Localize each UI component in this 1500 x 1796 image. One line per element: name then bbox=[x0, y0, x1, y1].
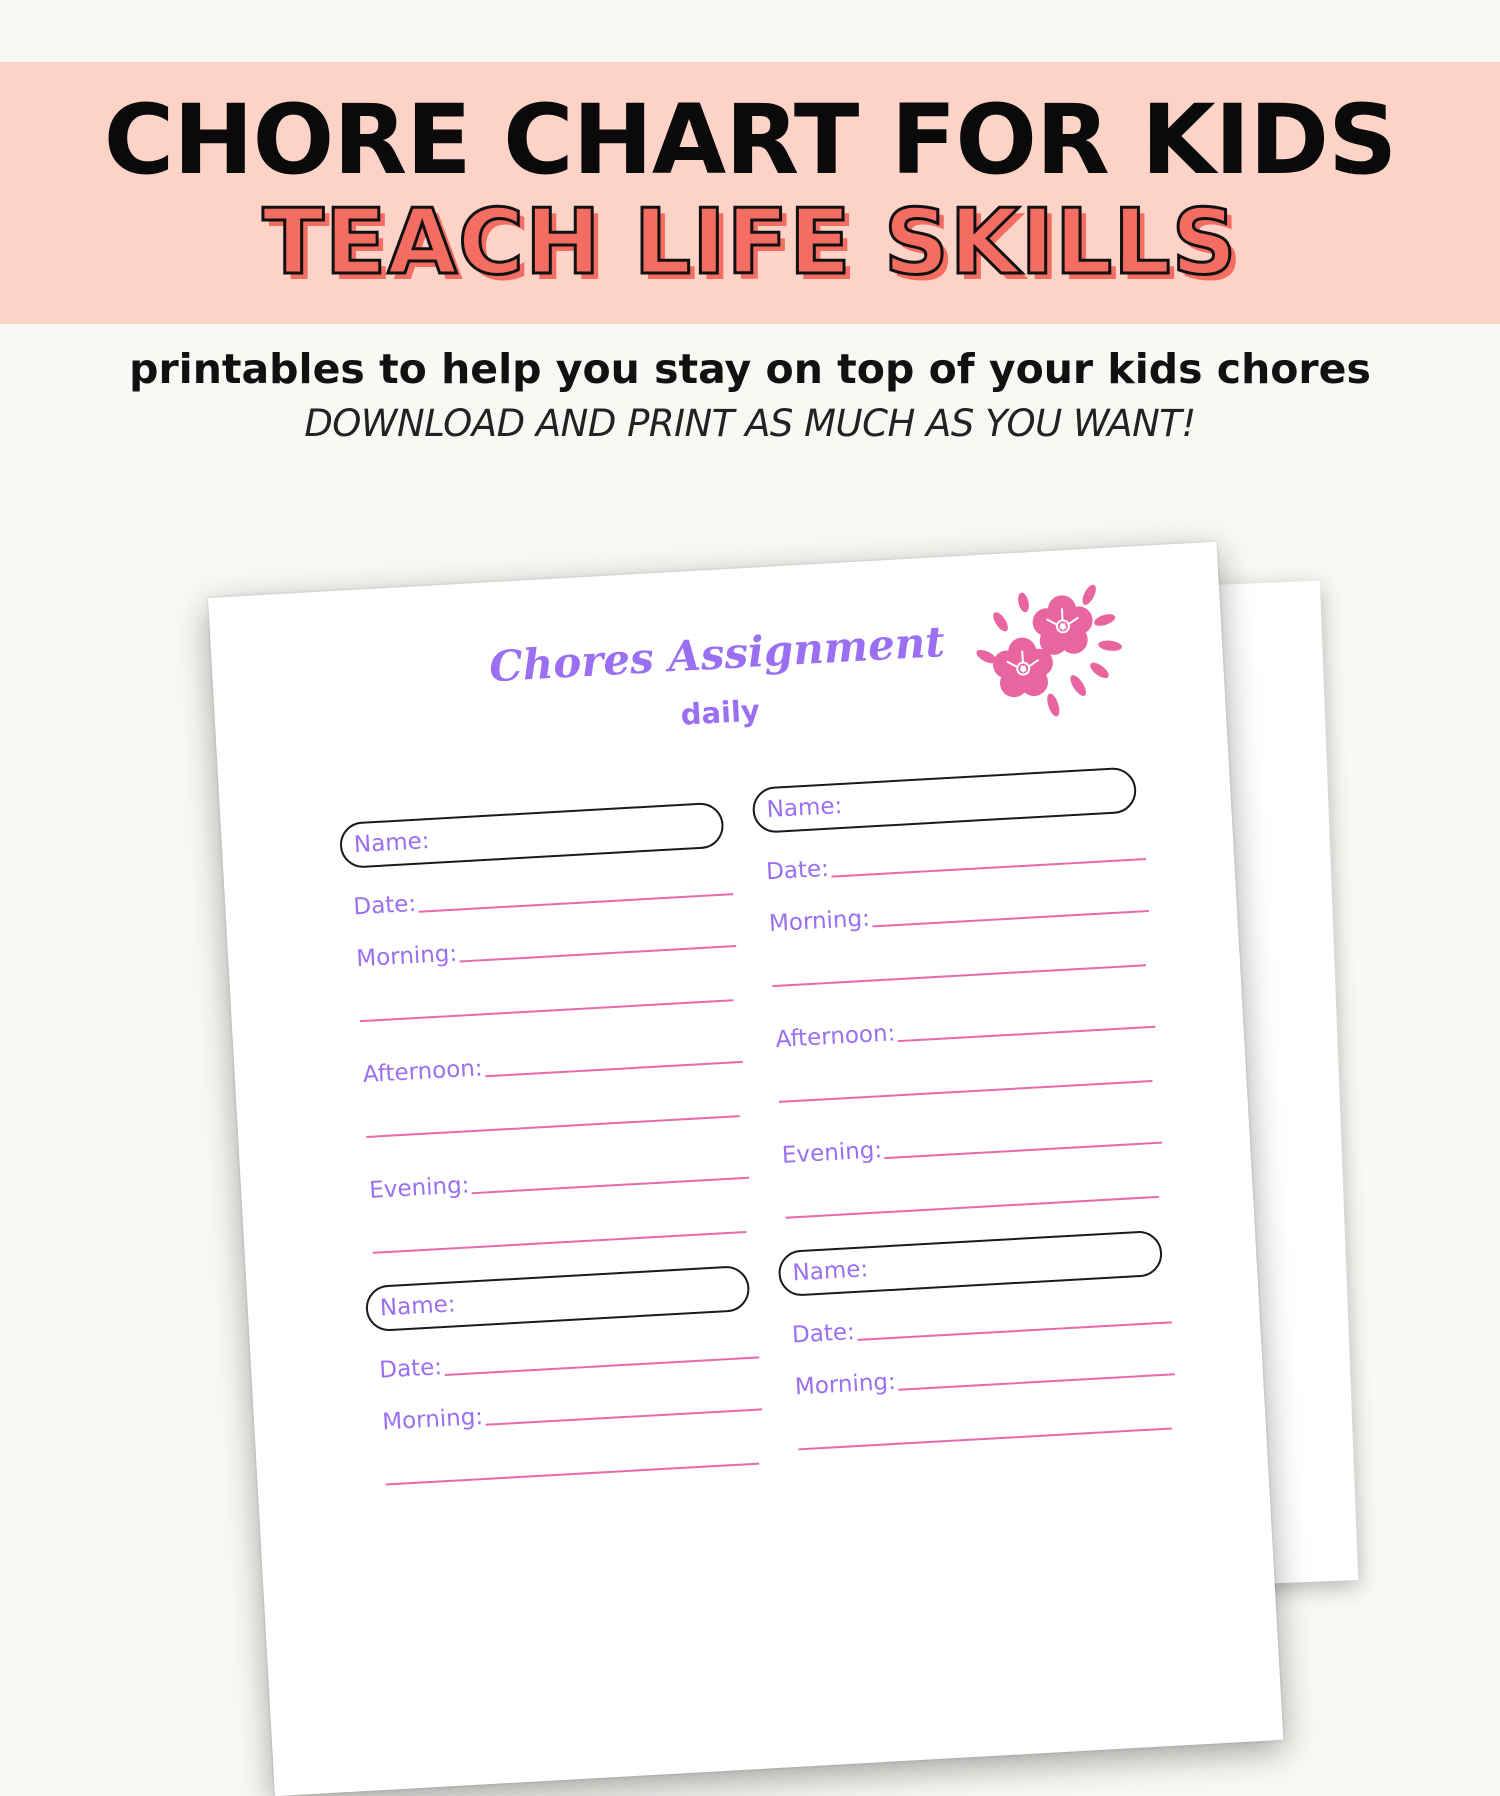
name-label: Name: bbox=[353, 828, 431, 859]
afternoon-line bbox=[898, 1026, 1156, 1042]
afternoon-extra-line[interactable] bbox=[366, 1115, 740, 1138]
morning-label: Morning: bbox=[768, 905, 871, 938]
headline-primary: CHORE CHART FOR KIDS bbox=[103, 84, 1397, 196]
headline-secondary: TEACH LIFE SKILLS bbox=[262, 190, 1238, 295]
morning-line bbox=[460, 945, 737, 962]
name-field[interactable] bbox=[365, 1265, 751, 1332]
afternoon-field[interactable] bbox=[765, 1002, 1156, 1054]
date-label: Date: bbox=[765, 855, 830, 886]
afternoon-field[interactable] bbox=[352, 1037, 743, 1089]
evening-line bbox=[472, 1177, 749, 1195]
morning-field[interactable] bbox=[758, 886, 1149, 938]
name-field[interactable] bbox=[777, 1230, 1163, 1297]
evening-label: Evening: bbox=[368, 1172, 471, 1204]
sheet-title: Chores Assignment bbox=[487, 616, 946, 692]
date-label: Date: bbox=[378, 1354, 443, 1384]
evening-label: Evening: bbox=[781, 1137, 883, 1169]
afternoon-label: Afternoon: bbox=[774, 1020, 896, 1053]
morning-label: Morning: bbox=[794, 1368, 897, 1401]
morning-field[interactable] bbox=[371, 1384, 762, 1436]
morning-field[interactable] bbox=[784, 1349, 1175, 1401]
afternoon-label: Afternoon: bbox=[362, 1055, 484, 1089]
afternoon-line bbox=[485, 1061, 743, 1077]
morning-label: Morning: bbox=[381, 1403, 484, 1436]
sheet-subtitle: daily bbox=[679, 693, 761, 732]
date-label: Date: bbox=[791, 1319, 856, 1349]
morning-line bbox=[872, 910, 1149, 927]
morning-line bbox=[898, 1373, 1175, 1390]
date-label: Date: bbox=[352, 890, 417, 921]
name-label: Name: bbox=[379, 1291, 457, 1322]
subtitle: printables to help you stay on top of your kids chores bbox=[129, 345, 1371, 393]
date-line bbox=[831, 858, 1146, 878]
chore-card-1 bbox=[339, 801, 753, 1254]
evening-extra-line[interactable] bbox=[785, 1196, 1159, 1219]
name-field[interactable] bbox=[339, 802, 725, 869]
morning-field[interactable] bbox=[345, 921, 736, 973]
morning-label: Morning: bbox=[355, 940, 458, 973]
evening-extra-line[interactable] bbox=[373, 1231, 747, 1254]
date-line bbox=[444, 1356, 759, 1376]
printable-sheet bbox=[208, 542, 1283, 1796]
morning-extra-line[interactable] bbox=[772, 964, 1146, 987]
name-label: Name: bbox=[791, 1256, 869, 1287]
date-line bbox=[857, 1321, 1172, 1341]
afternoon-extra-line[interactable] bbox=[779, 1080, 1153, 1103]
name-field[interactable] bbox=[751, 767, 1137, 834]
evening-field[interactable] bbox=[771, 1118, 1162, 1170]
chore-card-4 bbox=[777, 1229, 1178, 1450]
evening-line bbox=[884, 1142, 1161, 1160]
morning-extra-line[interactable] bbox=[386, 1463, 760, 1486]
chore-card-2 bbox=[751, 766, 1165, 1219]
date-line bbox=[419, 893, 734, 913]
date-field[interactable] bbox=[781, 1297, 1172, 1349]
date-field[interactable] bbox=[343, 869, 734, 921]
morning-extra-line[interactable] bbox=[798, 1427, 1172, 1450]
date-field[interactable] bbox=[755, 834, 1146, 886]
chore-card-3 bbox=[365, 1265, 766, 1486]
morning-extra-line[interactable] bbox=[360, 999, 734, 1022]
morning-line bbox=[485, 1408, 762, 1425]
name-label: Name: bbox=[765, 792, 843, 824]
date-field[interactable] bbox=[368, 1332, 759, 1384]
flower-cluster-icon bbox=[968, 575, 1126, 723]
tagline: DOWNLOAD AND PRINT AS MUCH AS YOU WANT! bbox=[304, 402, 1196, 445]
evening-field[interactable] bbox=[358, 1153, 749, 1205]
